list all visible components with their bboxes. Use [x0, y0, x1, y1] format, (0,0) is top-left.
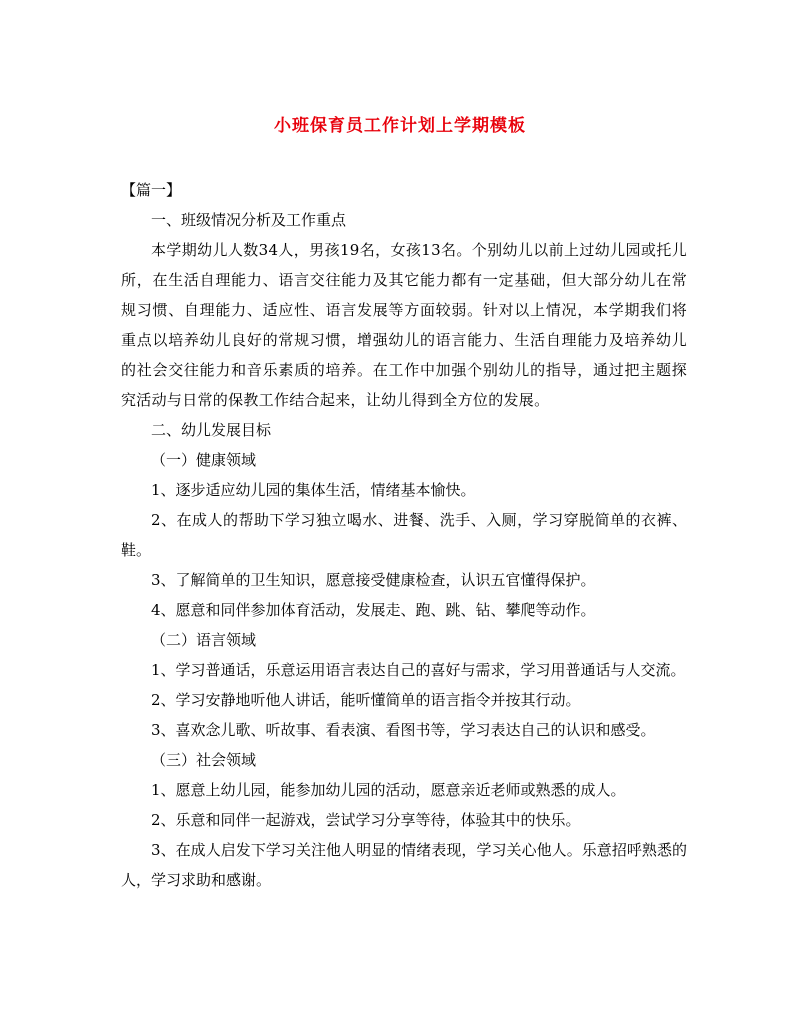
health-item-1: 1、逐步适应幼儿园的集体生活，情绪基本愉快。 — [151, 481, 476, 499]
language-item-1: 1、学习普通话，乐意运用语言表达自己的喜好与需求，学习用普通话与人交流。 — [151, 661, 686, 679]
language-item-2: 2、学习安静地听他人讲话，能听懂简单的语言指令并按其行动。 — [151, 691, 581, 709]
language-item-3: 3、喜欢念儿歌、听故事、看表演、看图书等，学习表达自己的认识和感受。 — [151, 721, 656, 739]
section-label: 【篇一】 — [121, 181, 182, 199]
subheading-social: （三）社会领域 — [151, 751, 257, 769]
social-item-2: 2、乐意和同伴一起游戏，尝试学习分享等待，体验其中的快乐。 — [151, 811, 581, 829]
subheading-language: （二）语言领域 — [151, 631, 257, 649]
health-item-2: 2、在成人的帮助下学习独立喝水、进餐、洗手、入厕，学习穿脱简单的衣裤、鞋。 — [121, 511, 687, 559]
health-item-4: 4、愿意和同伴参加体育活动，发展走、跑、跳、钻、攀爬等动作。 — [151, 601, 596, 619]
heading-class-analysis: 一、班级情况分析及工作重点 — [151, 211, 347, 229]
heading-development-goals: 二、幼儿发展目标 — [151, 421, 272, 439]
subheading-health: （一）健康领域 — [151, 451, 257, 469]
health-item-3: 3、了解简单的卫生知识，愿意接受健康检查，认识五官懂得保护。 — [151, 571, 596, 589]
social-item-3: 3、在成人启发下学习关注他人明显的情绪表现，学习关心他人。乐意招呼熟悉的人，学习求助和感谢。 — [121, 841, 687, 889]
document-title: 小班保育员工作计划上学期模板 — [274, 116, 526, 136]
paragraph-class-analysis: 本学期幼儿人数34人，男孩19名，女孩13名。个别幼儿以前上过幼儿园或托儿所，在生活自理能力、语言交往能力及其它能力都有一定基础，但大部分幼儿在常规习惯、自理能力、适应性、语言发展等方面较弱。针对以上情况，本学期我们将重点以培养幼儿良好的常规习惯，增强幼儿的语言能力、生活自理能力及培养幼儿的社会交往能力和音乐素质的培养。在工作中加强个别幼儿的指导，通过把主题探究活动与日常的保教工作结合起来，让幼儿得到全方位的发展。 — [121, 241, 687, 409]
document-body — [121, 175, 687, 895]
social-item-1: 1、愿意上幼儿园，能参加幼儿园的活动，愿意亲近老师或熟悉的成人。 — [151, 781, 626, 799]
